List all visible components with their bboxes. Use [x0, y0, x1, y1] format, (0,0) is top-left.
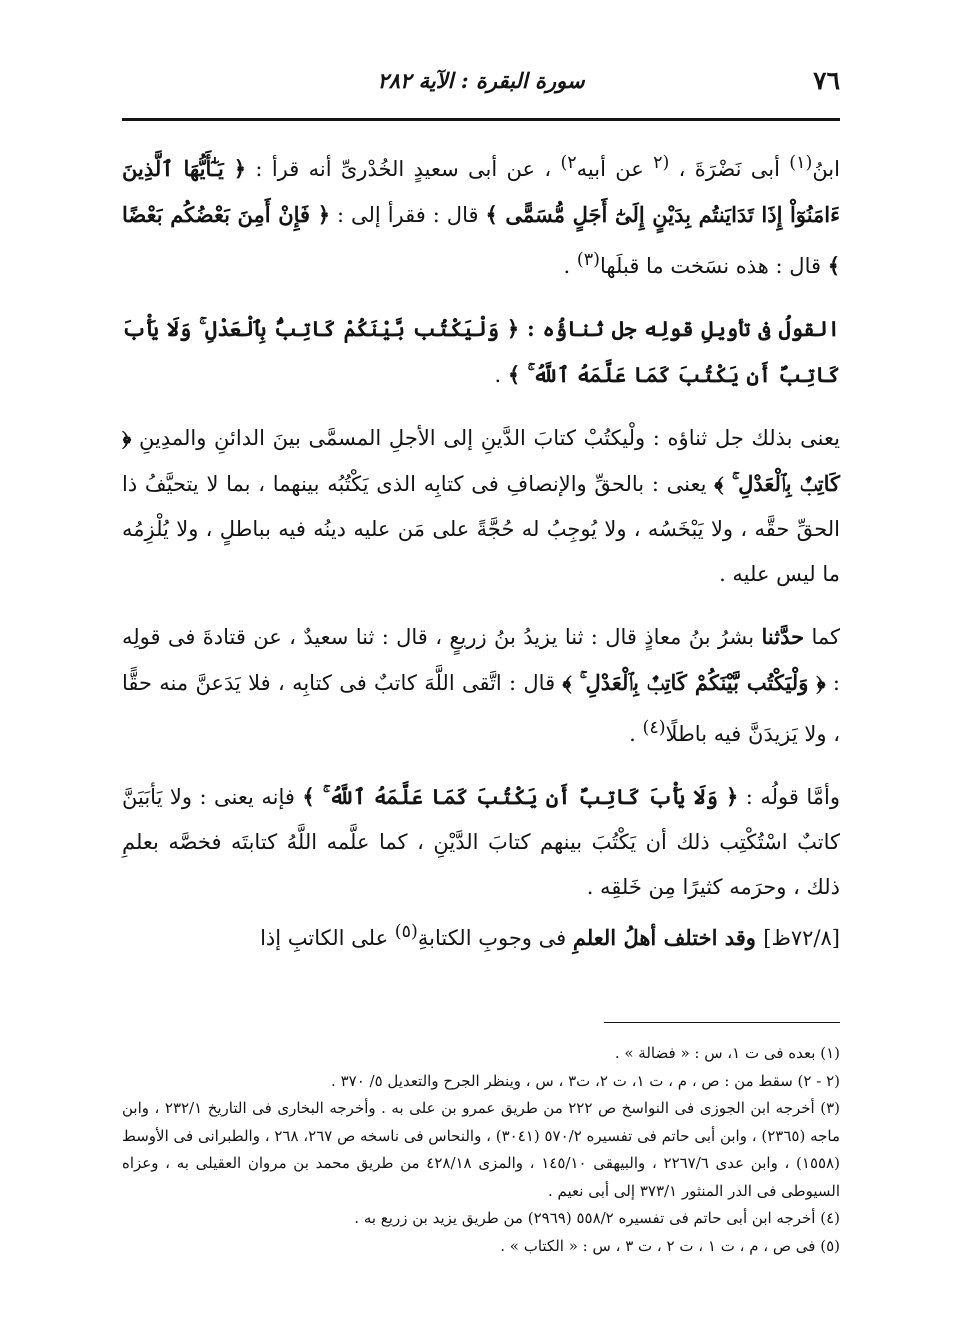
section-heading: القولُ فى تأويلِ قولِه جل ثناؤُه : — [526, 316, 840, 341]
isnad-keyword: حدَّثنا — [761, 624, 805, 649]
paragraph-2 — [122, 306, 840, 398]
quran-quote: ﴿ يَـٰٓأَيُّهَا ٱلَّذِينَ ءَامَنُوٓاْ إِذَا تَدَايَنتُم بِدَيْنٍ إِلَىٰٓ أَجَلٍ مُّسَمًّى ﴾ — [122, 156, 840, 227]
paragraph-6 — [122, 910, 840, 961]
text: كما — [804, 625, 840, 649]
header-rule — [122, 118, 840, 121]
footnote-ref-4: (٤) — [642, 718, 666, 738]
text: فى وجوبِ الكتابةِ — [417, 926, 573, 950]
footnote-2: (٢ - ٢) سقط من : ص ، م ، ت ١، ت ٢، ت٣ ، س ، وينظر الجرح والتعديل ٥/ ٣٧٠ . — [331, 1071, 840, 1090]
text: يعنى : بالحقِّ والإنصافِ فى كتابِه الذى يَكْتُبُه بينهما ، بما لا يتحيَّفُ ذا الحقِّ حقَّه ، ولا يَبْخَسُه ، ولا يُوجِبُ له حُجَّةً على مَن عليه دينُه فيه بباطلٍ ، ولا يُلْزِمُه ما ليس عليه . — [122, 472, 840, 586]
quran-quote: ﴿ وَلَا يَأْبَ كَاتِبٌ أَن يَكْتُبَ كَمَا عَلَّمَهُ ٱللَّهُ ۚ ﴾ — [302, 784, 739, 809]
text: أبى نَضْرَةَ ، — [669, 157, 790, 181]
paragraph-4 — [122, 614, 840, 757]
text: . — [563, 254, 577, 278]
quran-quote: ﴿ وَلْيَكْتُب بَّيْنَكُمْ كَاتِبٌۢ بِٱلْعَدْلِ ۚ ﴾ — [562, 670, 826, 695]
text: قال : هذه نسَخت ما قبلَها — [599, 254, 828, 278]
footnote-ref-2-open: (٢ — [653, 153, 670, 173]
footnote-ref-5: (٥) — [394, 922, 418, 942]
quran-quote: ﴿ فَإِنْ أَمِنَ بَعْضُكُم بَعْضًا ﴾ — [122, 202, 840, 278]
paragraph-5 — [122, 774, 840, 910]
text: . — [629, 722, 643, 746]
text: يعنى بذلك جل ثناؤه : ولْيكتُبْ كتابَ الدَّينِ إلى الأجلِ المسمَّى بينَ الدائنِ والمدِينِ — [131, 426, 840, 450]
footnote-ref-2-close: ٢) — [560, 153, 577, 173]
text: . — [494, 363, 508, 387]
quran-quote: ﴿ كَاتِبٌۢ بِٱلْعَدْلِ ۚ ﴾ — [122, 425, 840, 496]
text: عن أبيه — [576, 157, 654, 181]
running-title: سورة البقرة : الآية ٢٨٢ — [377, 68, 585, 93]
text: فإنه يعنى : ولا يَأبَيَنَّ كاتبٌ اسْتُكْتِب ذلك أن يَكْتُبَ بينهم كتابَ الدَّيْنِ ، كما علَّمه اللَّهُ كتابتَه فخصَّه بعلمِ ذلك ، وحرَمه كثيرًا مِن خَلقِه . — [122, 785, 840, 899]
text: وأمَّا قولُه : — [738, 785, 840, 809]
manuscript-marker: [٧٢/٨ظ] — [763, 926, 840, 950]
page-header — [122, 62, 840, 110]
footnote-3: (٣) أخرجه ابن الجوزى فى النواسخ ص ٢٢٢ من طريق عمرو بن على به . وأخرجه البخارى فى التاريخ ٢٣٢/١ ، وابن ماجه (٢٣٦٥) ، وابن أبى حاتم فى تفسيره ٥٧٠/٢ (٣٠٤١) ، والنحاس فى ناسخه ص ٢٦٧، ٢٦٨ ، والطبرانى فى الأوسط (١٥٥٨) ، وابن عدى ٢٢٦٧/٦ ، والبيهقى ١٤٥/١٠ ، والمزى ٤٢٨/١٨ من طريق محمد بن مروان العقيلى به ، وعزاه السيوطى فى الدر المنثور ٣٧٣/١ إلى أبى نعيم . — [122, 1099, 841, 1200]
footnote-rule — [604, 1022, 840, 1023]
text: قال : فقرأ إلى : — [330, 203, 486, 227]
footnote-ref-3: (٣) — [576, 250, 600, 270]
footnote-5: (٥) فى ص ، م ، ت ١ ، ت ٢ ، ت ٣ ، س : « الكتاب » . — [500, 1236, 840, 1255]
text: ابنُ — [812, 157, 840, 181]
page-number: ٧٦ — [813, 66, 840, 95]
footnote-1: (١) بعده فى ت ١، س : « فضالة » . — [614, 1044, 840, 1062]
footnote-4: (٤) أخرجه ابن أبى حاتم فى تفسيره ٥٥٨/٢ (٢٩٦٩) من طريق يزيد بن زريع به . — [354, 1209, 840, 1227]
main-text — [122, 141, 840, 961]
text: قال : اتَّقى اللَّهَ كاتبٌ فى كتابِه ، فلا يَدَعنَّ منه حقًّا ، ولا يَزيدَنَّ فيه باطلًا — [122, 671, 840, 746]
paragraph-3 — [122, 415, 840, 597]
quran-quote: ﴿ وَلْيَكْتُب بَّيْنَكُمْ كَاتِبٌۢ بِٱلْعَدْلِ ۚ وَلَا يَأْبَ كَاتِبٌ أَن يَكْتُبَ كَمَا عَلَّمَهُ ٱللَّهُ ۚ ﴾ — [122, 316, 840, 387]
text: بشرُ بنُ معاذٍ قال : ثنا يزيدُ بنُ زريعٍ ، قال : ثنا سعيدٌ ، عن قتادةَ فى قولِه : — [122, 625, 840, 695]
section-lead: وقد اختلف أهلُ العلمِ — [572, 925, 764, 950]
text: على الكاتبِ إذا — [260, 926, 395, 950]
footnotes — [122, 1040, 840, 1260]
paragraph-1 — [122, 141, 840, 289]
text: ، عن أبى سعيدٍ الخُدْرىِّ أنه قرأ : — [246, 157, 561, 181]
footnote-ref-1: (١) — [789, 153, 813, 173]
